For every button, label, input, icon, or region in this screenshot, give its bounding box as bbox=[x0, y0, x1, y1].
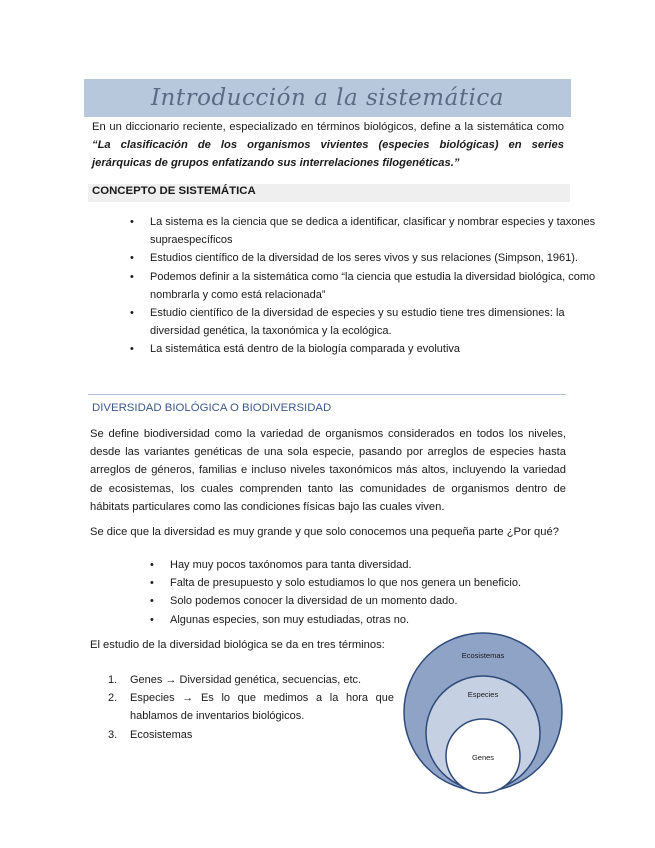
section-divider bbox=[88, 394, 566, 395]
list-item bbox=[130, 213, 598, 249]
concept-heading: CONCEPTO DE SISTEMÁTICA bbox=[92, 185, 256, 197]
species-label: Especies bbox=[467, 690, 499, 699]
list-item bbox=[150, 592, 570, 610]
list-number: 1. bbox=[108, 674, 118, 686]
list-item bbox=[108, 671, 394, 689]
list-item-text: Especies → Es lo que medimos a la hora que hablamos de inventarios biológicos. bbox=[130, 692, 394, 723]
list-item-text: Hay muy pocos taxónomos para tanta diversidad. bbox=[170, 559, 412, 571]
list-item-text: Solo podemos conocer la diversidad de un momento dado. bbox=[170, 595, 458, 608]
ecosystems-label: Ecosistemas bbox=[461, 651, 505, 660]
biodiversity-heading: DIVERSIDAD BIOLÓGICA O BIODIVERSIDAD bbox=[92, 402, 332, 414]
genes-label: Genes bbox=[471, 753, 495, 762]
study-intro: El estudio de la diversidad biológica se da en tres términos: bbox=[90, 639, 385, 651]
list-item bbox=[150, 556, 570, 574]
intro-paragraph bbox=[92, 118, 564, 173]
list-item bbox=[130, 304, 598, 340]
list-item-text: Falta de presupuesto y solo estudiamos lo que nos genera un beneficio. bbox=[170, 577, 522, 590]
list-item bbox=[108, 726, 394, 744]
list-item-text: Ecosistemas bbox=[130, 728, 193, 741]
list-number: 3. bbox=[108, 728, 118, 741]
list-item bbox=[150, 574, 570, 592]
diversity-question: Se dice que la diversidad es muy grande y que solo conocemos una pequeña parte ¿Por qué? bbox=[90, 526, 559, 538]
bullet-icon: • bbox=[130, 216, 134, 228]
intro-prefix: En un diccionario reciente, especializado en términos biológicos, define a la sistemática como bbox=[92, 121, 564, 133]
list-item-text: Estudios científico de la diversidad de los seres vivos y sus relaciones (Simpson, 1961). bbox=[150, 252, 578, 265]
bullet-icon: • bbox=[130, 252, 134, 265]
list-item bbox=[108, 689, 394, 725]
bullet-icon: • bbox=[150, 559, 154, 571]
list-item-text: Genes → Diversidad genética, secuencias, etc. bbox=[130, 674, 362, 686]
bullet-icon: • bbox=[130, 343, 134, 356]
bullet-icon: • bbox=[150, 613, 154, 626]
list-item bbox=[130, 249, 598, 267]
bullet-icon: • bbox=[130, 270, 134, 283]
page-title: Introducción a la sistemática bbox=[150, 85, 505, 111]
terms-list bbox=[108, 671, 394, 744]
list-item bbox=[130, 340, 598, 358]
bullet-icon: • bbox=[150, 595, 154, 608]
nested-circles-diagram bbox=[402, 623, 564, 801]
list-item-text: Algunas especies, son muy estudiadas, otras no. bbox=[170, 613, 410, 626]
intro-quote: “La clasificación de los organismos vivientes (especies biológicas) en series jerárquicas de grupos enfatizando sus interrelaciones filogenéticas.” bbox=[92, 139, 564, 170]
biodiversity-paragraph: Se define biodiversidad como la variedad de organismos considerados en todos los niveles, desde las variantes genéticas de una sola especie, pasando por arreglos de especies hasta arreglos de géneros, familias e incluso niveles taxonómicos más altos, incluyendo la variedad de ecosistemas, los cuales comprenden tanto las comunidades de organismos dentro de hábitats particulares como las condiciones físicas bajo las cuales viven. bbox=[90, 428, 566, 513]
bullet-icon: • bbox=[150, 577, 154, 590]
bullet-icon: • bbox=[130, 307, 134, 320]
list-item-text: La sistemática está dentro de la biología comparada y evolutiva bbox=[150, 343, 461, 356]
list-number: 2. bbox=[108, 692, 118, 705]
list-item bbox=[130, 268, 598, 304]
list-item-text: Podemos definir a la sistemática como “la ciencia que estudia la diversidad biológica, como nombrarla y como está relacionada” bbox=[150, 270, 596, 301]
list-item-text: Estudio científico de la diversidad de especies y su estudio tiene tres dimensiones: la diversidad genética, la taxonómica y la ecológica. bbox=[150, 307, 565, 338]
title-banner bbox=[84, 79, 571, 117]
reasons-list bbox=[150, 556, 570, 629]
list-item-text: La sistema es la ciencia que se dedica a identificar, clasificar y nombrar especies y taxones supraespecíficos bbox=[150, 216, 596, 247]
concept-list bbox=[130, 213, 598, 359]
